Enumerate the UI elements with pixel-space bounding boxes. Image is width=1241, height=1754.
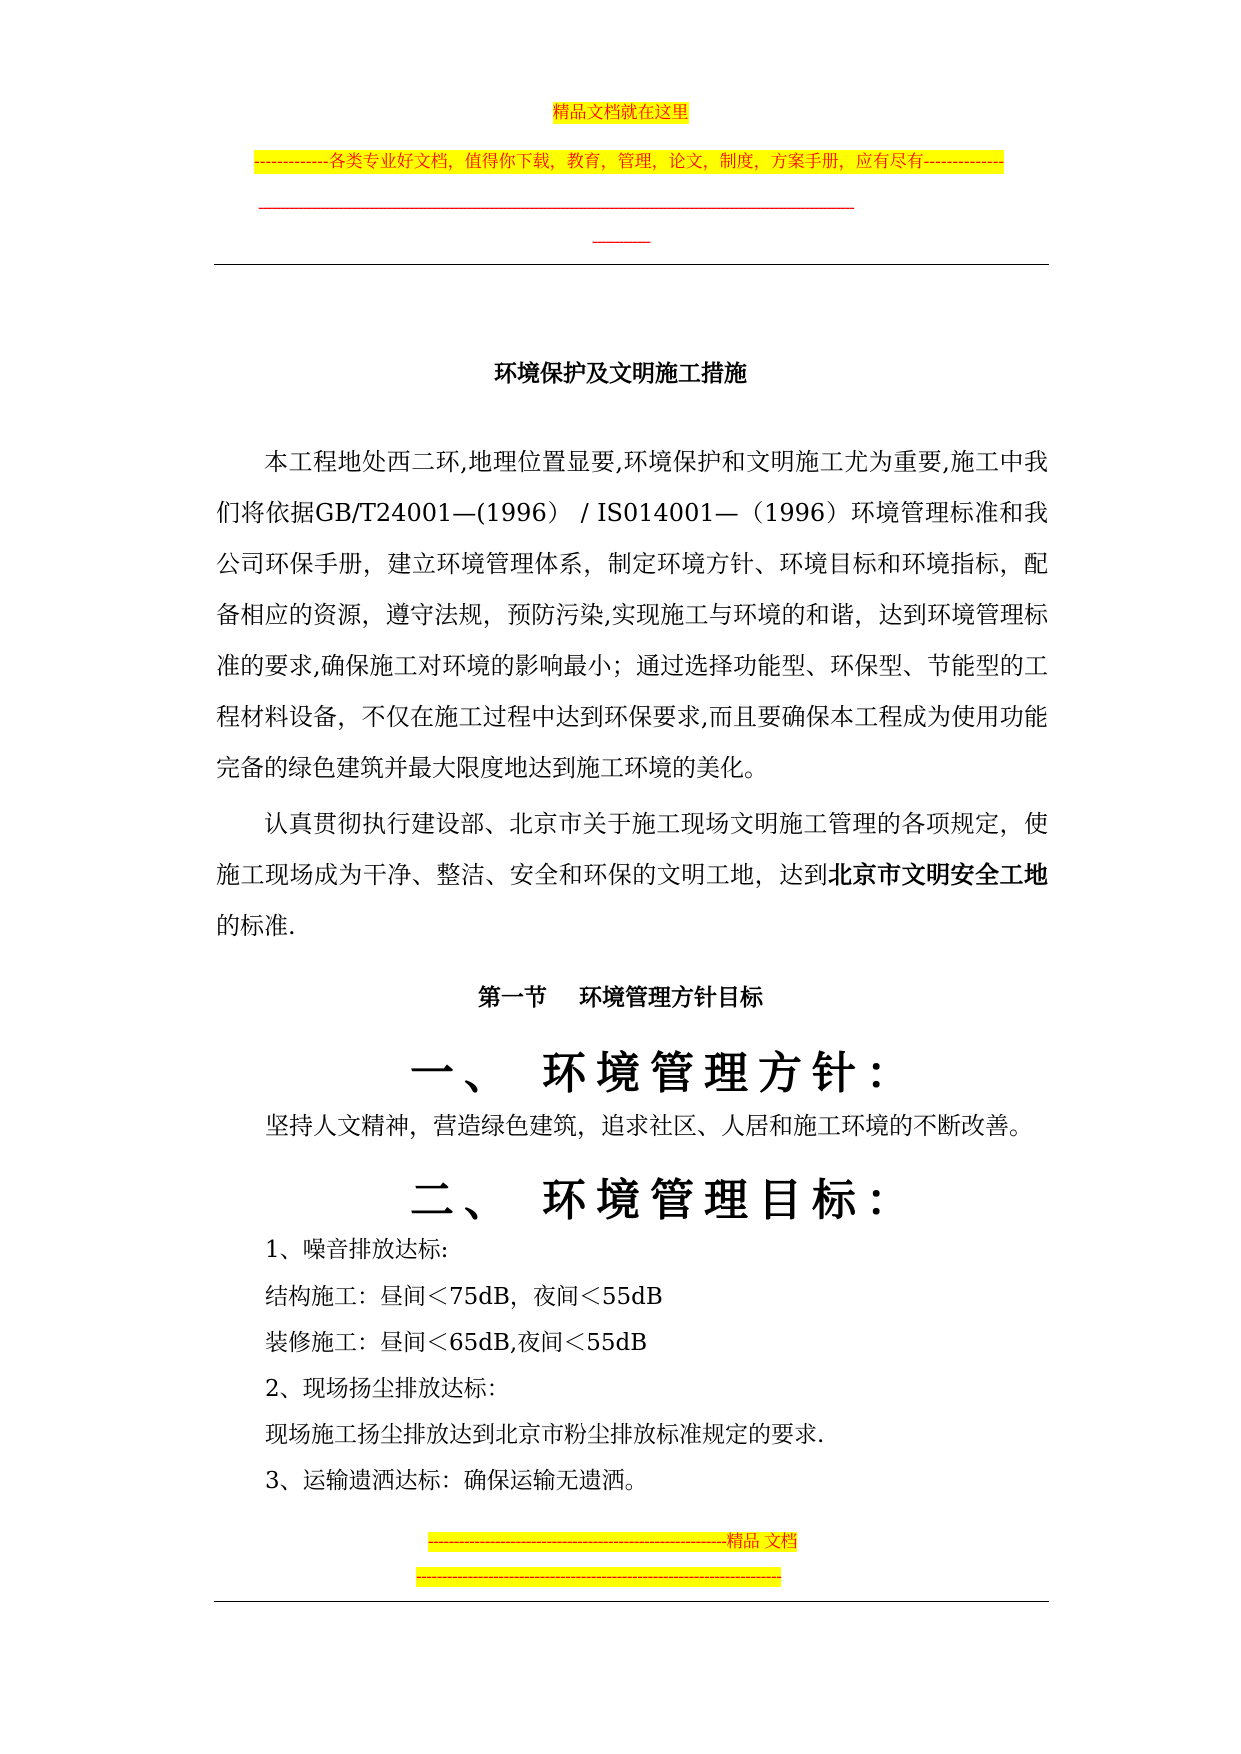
goal-item: 2、现场扬尘排放达标：: [265, 1376, 510, 1402]
header-rule: [214, 264, 1049, 265]
header-line-2: [254, 151, 1004, 173]
heading-goals-text: 环境管理目标：: [542, 1175, 920, 1226]
footer-line-2: [416, 1566, 781, 1588]
header-title-text: 精品文档就在这里: [552, 103, 689, 123]
header-line-4: [592, 231, 650, 253]
footer-rule: [214, 1601, 1049, 1602]
goal-item: 装修施工：昼间＜65dB,夜间＜55dB: [265, 1330, 648, 1356]
footer-dash-line: -----------------------------------------------------------------------: [416, 1567, 782, 1587]
heading-policy: [410, 1037, 920, 1101]
section-title: 第一节 环境管理方针目标: [477, 985, 764, 1011]
footer-line-1: [428, 1531, 797, 1553]
header-line-3: [258, 197, 854, 219]
body-paragraph-1: [216, 437, 1048, 794]
goal-item: 结构施工：昼间＜75dB，夜间＜55dB: [265, 1284, 663, 1310]
heading-goals-number: 二、: [410, 1175, 518, 1226]
goal-item: 现场施工扬尘排放达到北京市粉尘排放标准规定的要求.: [265, 1422, 825, 1448]
heading-policy-text: 环境管理方针：: [542, 1048, 920, 1099]
paragraph-2-text: [216, 799, 1048, 952]
goal-item: 1、噪音排放达标:: [265, 1237, 449, 1263]
policy-text: 坚持人文精神，营造绿色建筑，追求社区、人居和施工环境的不断改善。: [265, 1112, 1033, 1140]
footer-banner-text: ----------------------------------------------------------精品 文档: [428, 1532, 797, 1552]
header-dash-line-end: -------------: [592, 232, 650, 252]
header-tagline-text: -------------各类专业好文档，值得你下载，教育，管理，论文，制度，方案手册，应有尽有--------------: [254, 152, 1005, 172]
paragraph-2-lead: 认真贯彻执行建设部、北京市关于施工现场文明施工管理的各项规定，使施工现场成为干净、整洁、安全和环保的文明工地，达到: [216, 810, 1048, 889]
header-dash-line: --------------------------------------------------------------------------------------------------------------------------------------: [258, 198, 854, 218]
paragraph-1-text: 本工程地处西二环,地理位置显要,环境保护和文明施工尤为重要,施工中我们将依据GB/T24001—(1996） / IS014001—（1996）环境管理标准和我公司环保手册，建立环境管理体系，制定环境方针、环境目标和环境指标，配备相应的资源，遵守法规，预防污染,实现施工与环境的和谐，达到环境管理标准的要求,确保施工对环境的影响最小；通过选择功能型、环保型、节能型的工程材料设备，不仅在施工过程中达到环保要求,而且要确保本工程成为使用功能完备的绿色建筑并最大限度地达到施工环境的美化。: [216, 448, 1048, 782]
body-paragraph-2: [216, 799, 1048, 952]
header-line-1: [0, 102, 1241, 124]
goal-item: 3、运输遗洒达标：确保运输无遗洒。: [265, 1468, 648, 1494]
document-title: 环境保护及文明施工措施: [494, 361, 747, 387]
heading-policy-number: 一、: [410, 1048, 518, 1099]
paragraph-2-tail: 的标准.: [216, 912, 296, 940]
paragraph-2-emphasis: 北京市文明安全工地: [828, 861, 1049, 889]
heading-goals: [410, 1164, 920, 1228]
